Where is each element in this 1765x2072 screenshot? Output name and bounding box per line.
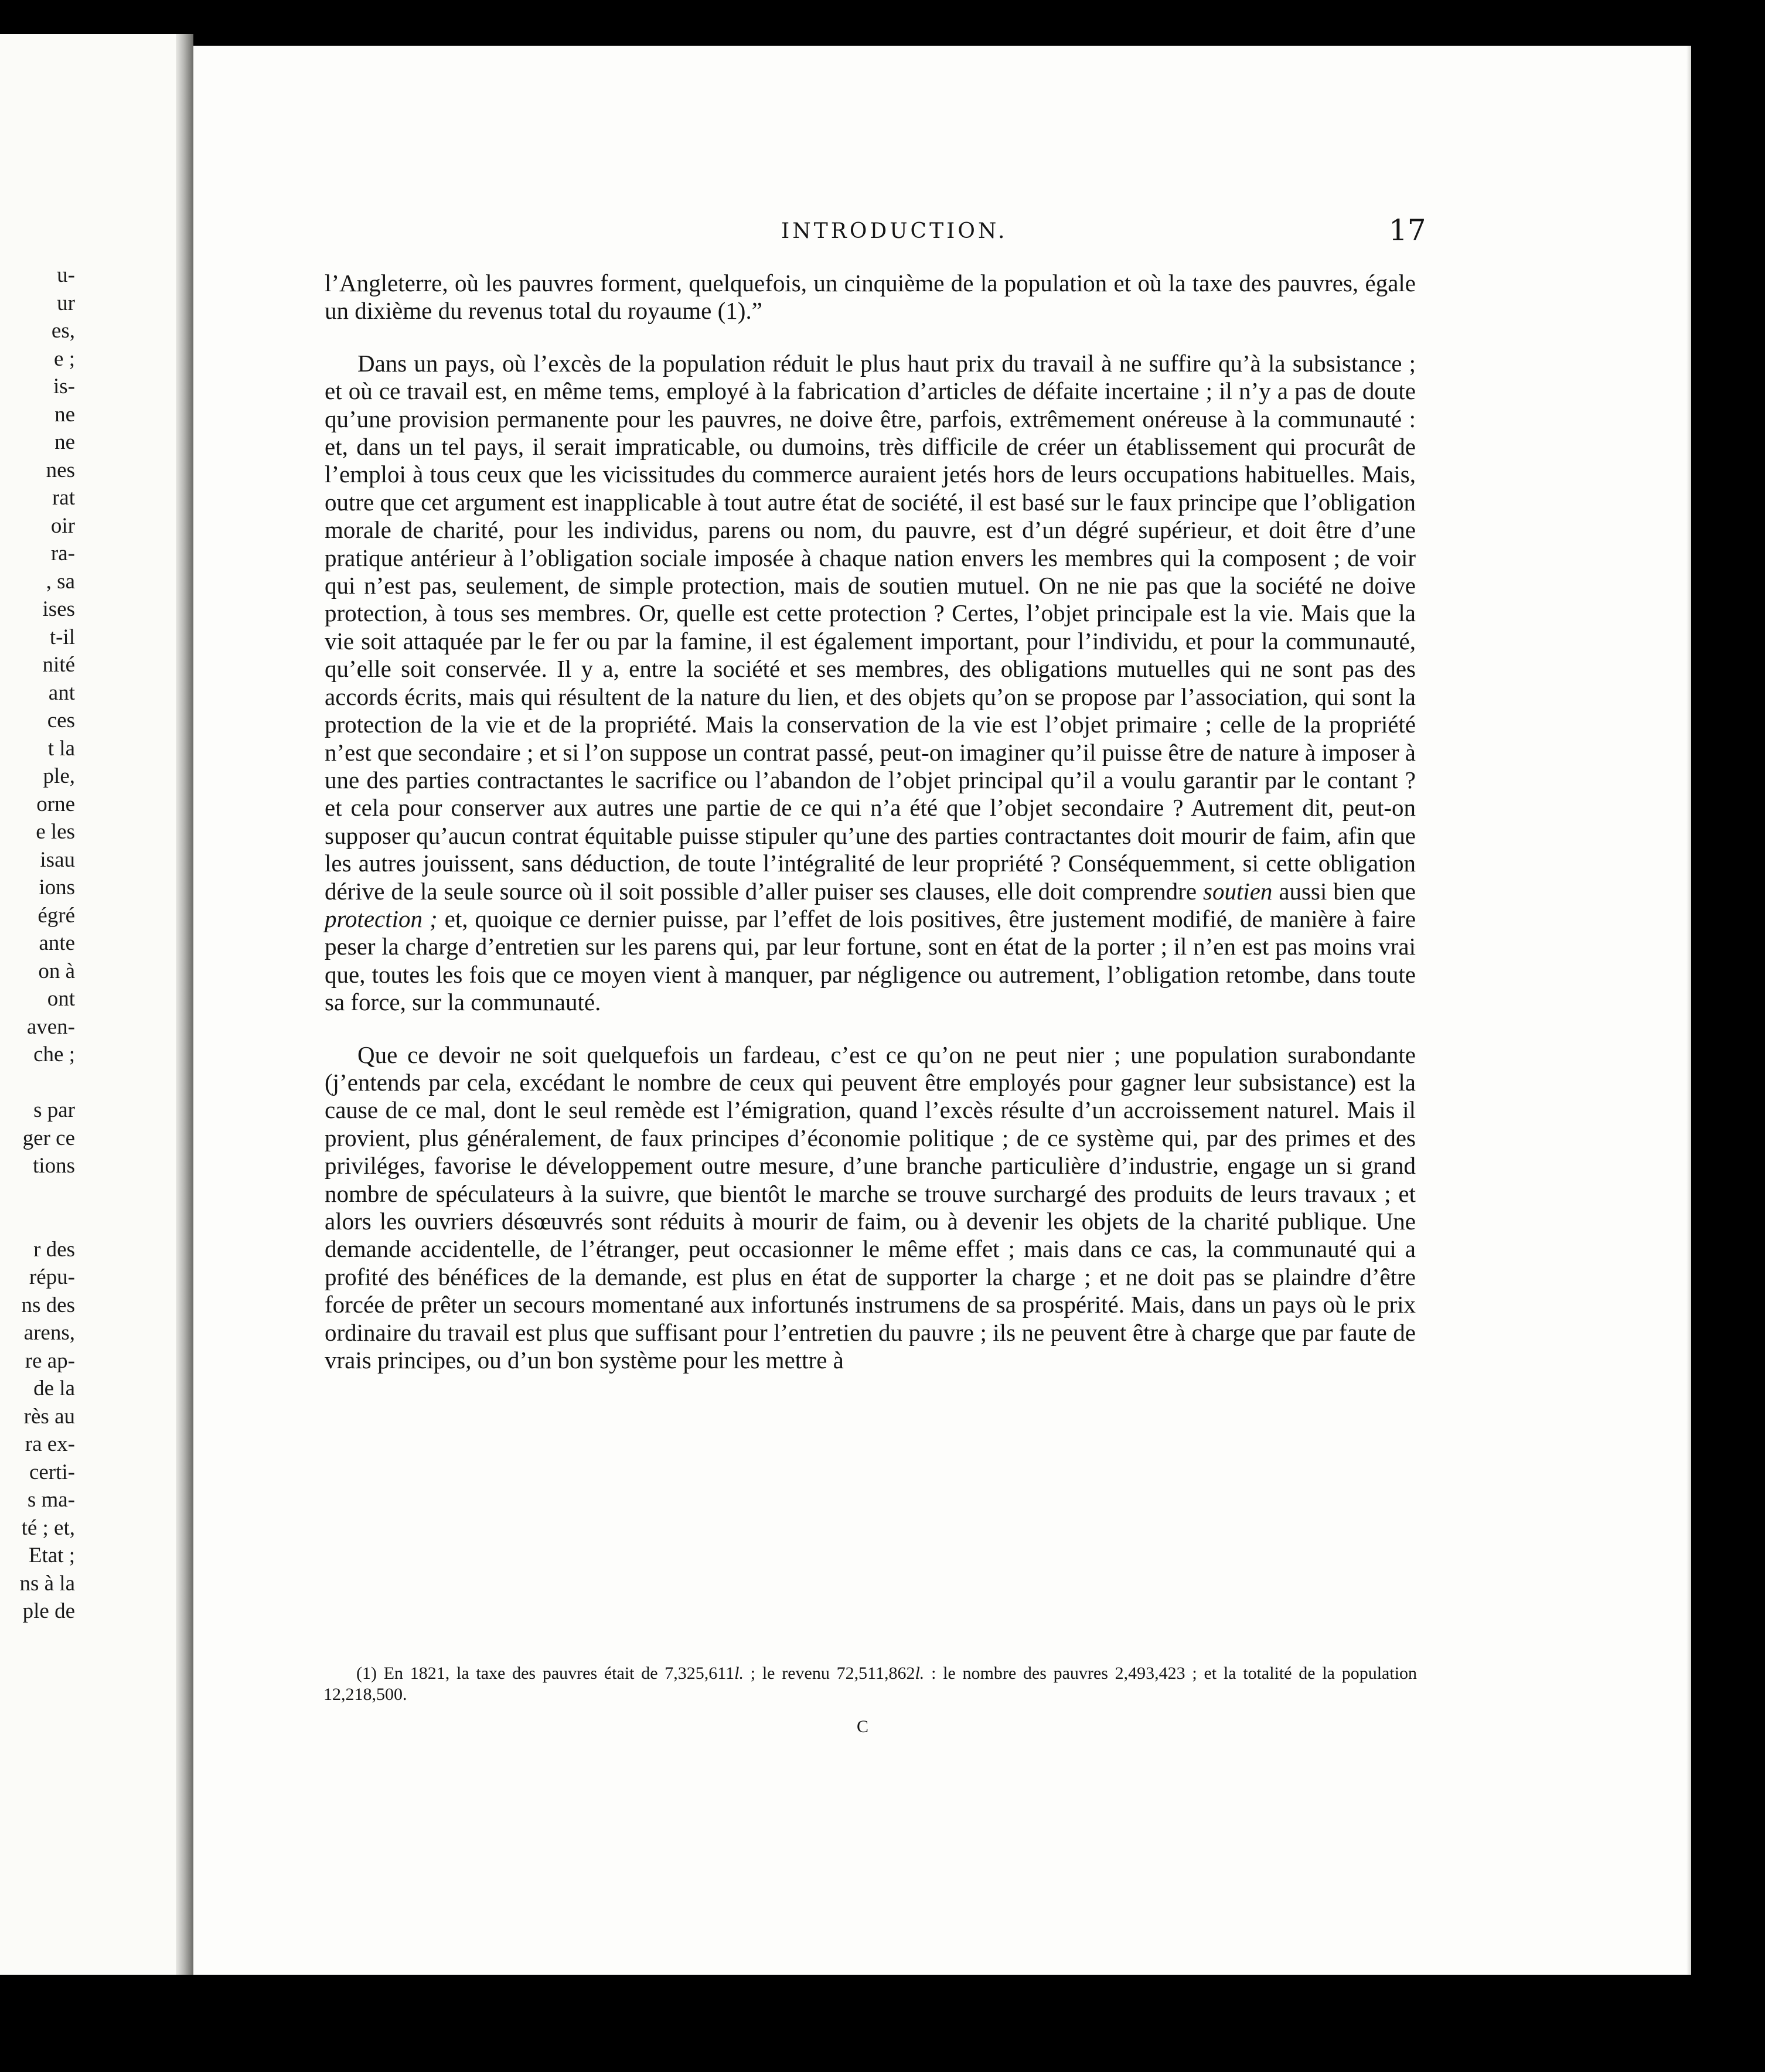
- previous-page-fragment: ns des: [21, 1293, 75, 1317]
- previous-page-fragment: égré: [38, 903, 75, 928]
- previous-page-fragment: ger ce: [22, 1126, 75, 1150]
- footnote-segment: : le nombre des pauvres 2,493,423 ; et la totalité de la population 12,218,500.: [323, 1664, 1418, 1704]
- previous-page-fragment: is-: [53, 374, 75, 398]
- previous-page-fragment: , sa: [46, 569, 75, 594]
- previous-page-fragment: ne: [54, 430, 75, 454]
- scan-artifact: [986, 56, 991, 77]
- paragraph-text-segment: et, quoique ce dernier puisse, par l’effet de lois positives, être justement modifié, de manière à faire peser la charge d’entretien sur les parens qui, par leur fortune, sont en état de la porter ; il n’en est pas moins vrai que, toutes les fois que ce moyen vient à manquer, par négligence ou autrement, l’obligation retombe, dans toute sa force, sur la communauté.: [325, 905, 1416, 1016]
- previous-page-fragment: e ;: [54, 346, 75, 371]
- previous-page-fragment: té ; et,: [21, 1515, 75, 1540]
- previous-page-fragment: ra-: [50, 541, 75, 565]
- previous-page-fragment: répu-: [29, 1265, 75, 1289]
- previous-page-fragment: rès au: [23, 1404, 75, 1429]
- book-gutter: [176, 34, 193, 1975]
- previous-page-fragment: ions: [39, 875, 75, 899]
- running-title: INTRODUCTION.: [781, 219, 1008, 243]
- previous-page-fragment: certi-: [29, 1460, 75, 1484]
- previous-page-fragment: nité: [42, 653, 75, 677]
- running-head: [193, 213, 1691, 254]
- previous-page-fragment: r des: [33, 1237, 75, 1262]
- previous-page-fragment: ple,: [43, 764, 75, 788]
- previous-page-fragment: ra ex-: [25, 1432, 75, 1456]
- previous-page-fragment: [0, 1069, 75, 1097]
- page-edge-shadow: [1686, 46, 1691, 1975]
- previous-page-fragment: ant: [48, 680, 75, 705]
- italic-term: protection ;: [325, 905, 438, 932]
- previous-page-fragment: ises: [42, 597, 75, 621]
- previous-page-fragment: es,: [51, 319, 75, 343]
- previous-page-fragment: ne: [54, 402, 75, 427]
- previous-page-fragment: de la: [33, 1376, 75, 1400]
- footnote-unit: l.: [734, 1664, 744, 1683]
- footnote: [323, 1663, 1417, 1705]
- italic-term: soutien: [1202, 877, 1273, 905]
- paragraph-population: Que ce devoir ne soit quelquefois un fardeau, c’est ce qu’on ne peut nier ; une population surabondante (j’entends par cela, excédant le nombre de ceux qui peuvent être employés pour gagner leur subsistance) est la cause de ce mal, dont le seul remède est l’émigration, quand l’excès résulte d’un accroissement naturel. Mais il provient, plus généralement, de faux principes d’économie politique ; de ce système qui, par des primes et des priviléges, favorise le développement outre mesure, d’une branche particulière d’industrie, engage un si grand nombre de spéculateurs à la suivre, que bientôt le marche se trouve surchargé des produits de leurs travaux ; et alors les ouvriers désœuvrés sont réduits à mourir de faim, ou à devenir les objets de la charité publique. Une demande accidentelle, de l’étranger, peut occasionner le même effet ; mais dans ce cas, la communauté qui a profité des bénéfices de la demande, est plus en état de supporter la charge ; et ne doit pas se plaindre d’être forcée de prêter un secours momentané aux infortunés instrumens de sa prospérité. Mais, dans un pays où le prix ordinaire du travail est plus que suffisant pour l’entretien du pauvre ; ils ne peuvent être à charge que par faute de vrais principes, ou d’un bon système pour les mettre à: [325, 1041, 1416, 1374]
- paragraph-poor-relief: [325, 350, 1416, 1017]
- previous-page-edge: [0, 34, 176, 1975]
- previous-page-fragment: ur: [57, 291, 75, 315]
- previous-page-fragment: orne: [36, 792, 75, 816]
- previous-page-fragment: Etat ;: [28, 1543, 75, 1567]
- previous-page-fragment: s par: [33, 1098, 75, 1122]
- book-page: [193, 46, 1691, 1975]
- previous-page-fragment: ple de: [22, 1599, 75, 1623]
- previous-page-fragment: tions: [33, 1154, 75, 1178]
- previous-page-fragment: t la: [47, 736, 75, 761]
- previous-page-fragment: t-il: [49, 625, 75, 649]
- previous-page-fragment: oir: [50, 513, 75, 538]
- previous-page-fragment: re ap-: [25, 1348, 75, 1373]
- previous-page-text-fragments: [0, 261, 75, 1625]
- page-number: 17: [1389, 213, 1426, 247]
- previous-page-fragment: isau: [40, 847, 75, 872]
- previous-page-fragment: [0, 1180, 75, 1208]
- footnote-unit: l.: [915, 1664, 925, 1683]
- previous-page-fragment: ns à la: [19, 1571, 75, 1596]
- footnote-segment: ; le revenu 72,511,862: [750, 1664, 915, 1683]
- previous-page-fragment: [0, 1208, 75, 1236]
- previous-page-fragment: aven-: [26, 1014, 75, 1039]
- previous-page-fragment: on à: [38, 959, 75, 983]
- previous-page-fragment: ont: [47, 987, 75, 1011]
- previous-page-fragment: rat: [52, 486, 75, 510]
- previous-page-fragment: arens,: [23, 1321, 75, 1345]
- signature-mark: C: [857, 1717, 870, 1736]
- paragraph-continued: l’Angleterre, où les pauvres forment, quelquefois, un cinquième de la population et où la taxe des pauvres, égale un dixième du revenus total du royaume (1).”: [325, 270, 1416, 325]
- previous-page-fragment: nes: [46, 458, 75, 482]
- previous-page-fragment: ces: [47, 708, 75, 732]
- previous-page-fragment: s ma-: [27, 1488, 75, 1512]
- previous-page-fragment: u-: [57, 263, 75, 287]
- footnote-segment: (1) En 1821, la taxe des pauvres était de 7,325,611: [356, 1664, 735, 1683]
- paragraph-text-segment: aussi bien que: [1279, 877, 1416, 905]
- previous-page-fragment: che ;: [33, 1042, 75, 1066]
- body-text: [325, 270, 1416, 1374]
- previous-page-fragment: ante: [39, 931, 75, 955]
- paragraph-text-segment: Dans un pays, où l’excès de la population réduit le plus haut prix du travail à ne suffire qu’à la subsistance ; et où ce travail est, en même tems, employé à la fabrication d’articles de défaite incertaine ; il n’y a pas de doute qu’une provision permanente pour les pauvres, ne doive être, parfois, extrêmement onéreuse à la communauté : et, dans un tel pays, il serait impraticable, ou dumoins, très difficile de créer un établissement qui procurât de l’emploi à tous ceux que les vicissitudes du commerce auraient jetés hors de leurs occupations habituelles. Mais, outre que cet argument est inapplicable à tout autre état de société, il est basé sur le faux principe que l’obligation morale de charité, pour les individus, parens ou nom, du pauvre, est d’un dégré supérieur, et doit être d’une pratique antérieur à l’obligation sociale imposée à chaque nation envers les membres qui la composent ; de voir qui n’est pas, seulement, de simple protection, mais de soutien mutuel. On ne nie pas que la société ne doive protection, à tous ses membres. Or, quelle est cette protection ? Certes, l’objet principale est la vie. Mais que la vie soit attaquée par le fer ou par la famine, il est également important, pour l’individu, et pour la communauté, qu’elle soit conservée. Il y a, entre la société et ses membres, des obligations mutuelles qui ne sont pas des accords écrits, mais qui résultent de la nature du lien, et des objets qu’on se propose par l’association, qui sont la protection de la vie et de la propriété. Mais la conservation de la vie est l’objet primaire ; celle de la propriété n’est que secondaire ; et si l’on suppose un contrat passé, peut-on imaginer qu’il puisse être de nature à imposer à une des parties contractantes le sacrifice ou l’abandon de l’objet principal qu’il a voulu garantir par le contant ? et cela pour conserver aux autres une partie de ce qui n’a été que l’objet secondaire ? Autrement dit, peut-on supposer qu’aucun contrat équitable puisse stipuler qu’une des parties contractantes doit mourir de faim, afin que les autres jouissent, sans déduction, de toute l’intégralité de leur propriété ? Conséquemment, si cette obligation dérive de la seule source où il soit possible d’aller puiser ses clauses, elle doit comprendre: [325, 349, 1416, 905]
- previous-page-fragment: e les: [36, 820, 75, 844]
